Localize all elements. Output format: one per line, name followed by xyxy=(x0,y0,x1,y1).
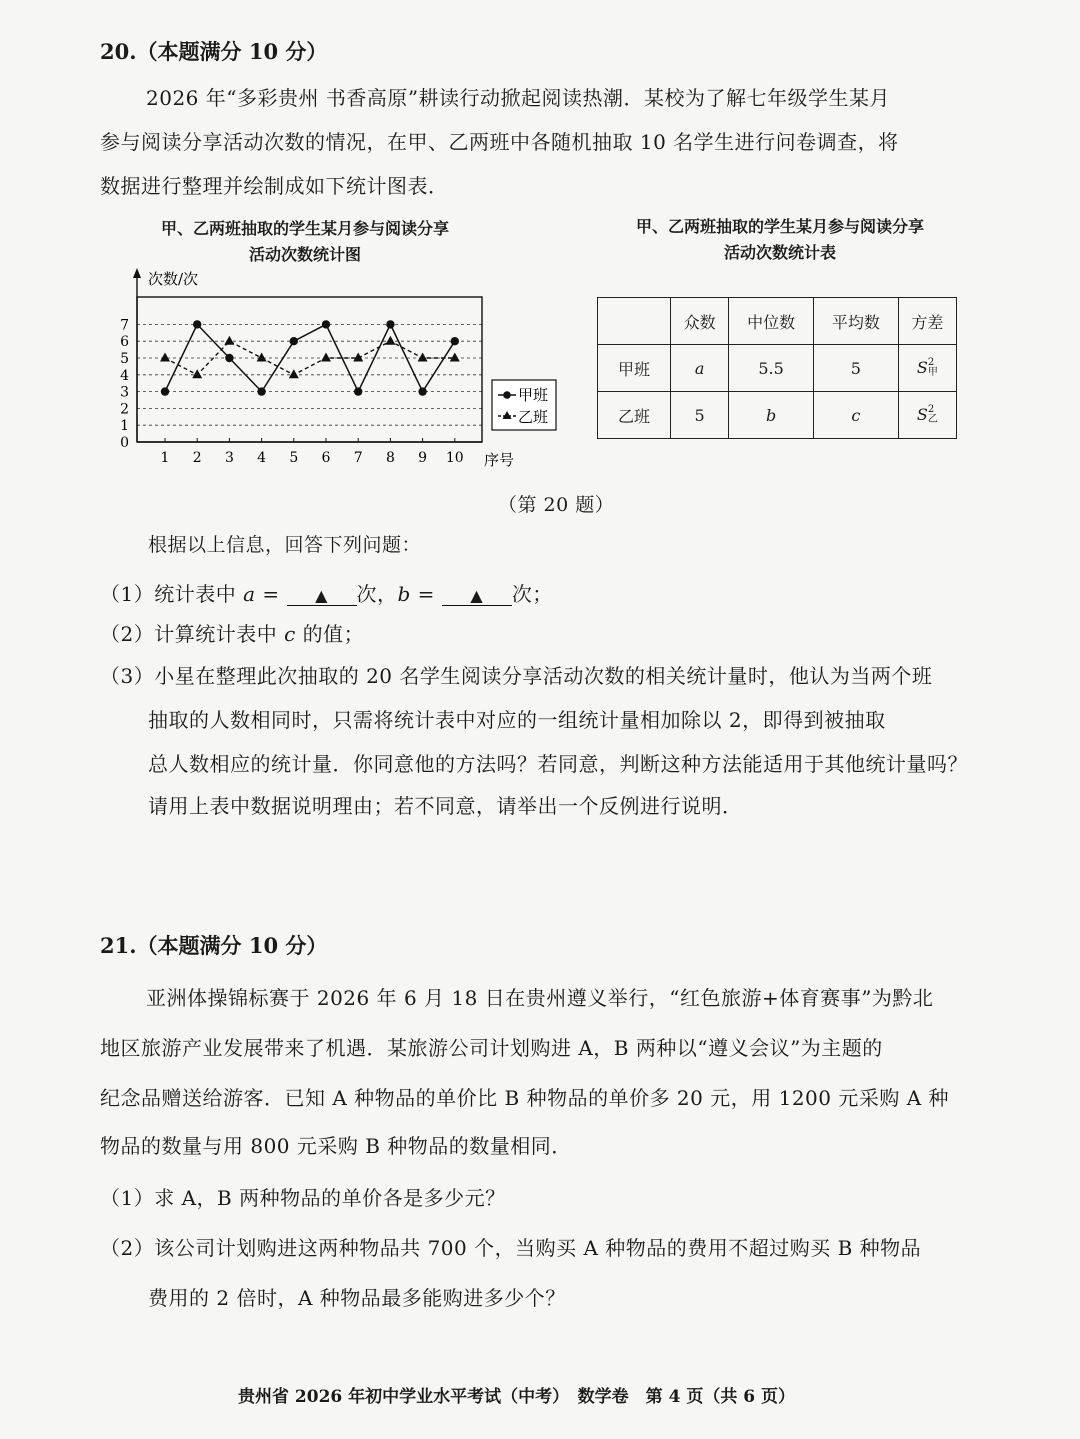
cell-yi-mean: c xyxy=(813,392,898,439)
y-axis-arrow xyxy=(133,268,141,278)
q20-part-2: （2）计算统计表中 c 的值； xyxy=(100,622,365,646)
x-axis-label: 序号 xyxy=(484,451,515,469)
q21-part-2-line-1: （2）该公司计划购进这两种物品共 700 个，当购买 A 种物品的费用不超过购买 B 种物品 xyxy=(100,1236,922,1260)
q20-part-3-line-4: 请用上表中数据说明理由；若不同意，请举出一个反例进行说明． xyxy=(148,794,743,818)
row-label-jia: 甲班 xyxy=(598,345,671,392)
point-yi-10 xyxy=(450,353,460,362)
q20-part-1: （1）统计表中 a = ▲ 次，b = ▲ 次； xyxy=(100,582,553,606)
point-yi-1 xyxy=(160,353,170,362)
y-tick-label: 4 xyxy=(120,367,129,384)
q21-part-1: （1）求 A，B 两种物品的单价各是多少元？ xyxy=(100,1186,506,1210)
point-jia-7 xyxy=(354,387,362,395)
q20-part-3-line-1: （3）小星在整理此次抽取的 20 名学生阅读分享活动次数的相关统计量时，他认为当两个班 xyxy=(100,664,933,688)
q20-prompt: 根据以上信息，回答下列问题： xyxy=(148,534,422,556)
x-tick-label: 7 xyxy=(353,450,363,466)
point-yi-2 xyxy=(192,369,202,378)
point-yi-6 xyxy=(321,353,331,362)
cell-yi-median: b xyxy=(729,392,814,439)
q21-intro-line-4: 物品的数量与用 800 元采购 B 种物品的数量相同． xyxy=(100,1134,572,1158)
legend-circle-icon xyxy=(503,391,511,399)
point-jia-8 xyxy=(386,320,394,328)
table-row-yi xyxy=(598,392,957,439)
point-jia-9 xyxy=(418,387,426,395)
y-tick-label: 6 xyxy=(120,334,129,351)
point-yi-9 xyxy=(418,353,428,362)
cell-yi-mode: 5 xyxy=(671,392,729,439)
point-jia-5 xyxy=(290,337,298,345)
y-tick-label: 0 xyxy=(120,435,129,451)
row-label-yi: 乙班 xyxy=(598,392,671,439)
q21-title: 21.（本题满分 10 分） xyxy=(100,933,328,958)
chart-title-line-1: 甲、乙两班抽取的学生某月参与阅读分享 xyxy=(160,219,449,238)
point-yi-3 xyxy=(224,336,234,345)
table-row-jia xyxy=(598,345,957,392)
legend-label-jia: 甲班 xyxy=(518,386,549,404)
point-jia-10 xyxy=(451,337,459,345)
point-yi-4 xyxy=(257,353,267,362)
q20-part-3-line-2: 抽取的人数相同时，只需将统计表中对应的一组统计量相加除以 2，即得到被抽取 xyxy=(148,708,886,732)
q20-intro-line-1: 2026 年“多彩贵州 书香高原”耕读行动掀起阅读热潮．某校为了解七年级学生某月 xyxy=(146,86,891,110)
x-tick-label: 6 xyxy=(321,450,331,466)
table-header-median: 中位数 xyxy=(729,298,814,345)
x-tick-label: 10 xyxy=(445,450,464,466)
y-tick-labels xyxy=(120,317,129,451)
cell-jia-mode: a xyxy=(671,345,729,392)
table-header-empty xyxy=(598,298,671,345)
point-jia-6 xyxy=(322,320,330,328)
table-header-mean: 平均数 xyxy=(813,298,898,345)
q21-intro-line-3: 纪念品赠送给游客．已知 A 种物品的单价比 B 种物品的单价多 20 元，用 1200 元采购 A 种 xyxy=(100,1086,950,1110)
chart-grid xyxy=(137,324,482,425)
table-title-line-1: 甲、乙两班抽取的学生某月参与阅读分享 xyxy=(635,217,924,236)
q20-title: 20.（本题满分 10 分） xyxy=(100,39,328,64)
cell-yi-variance: S 2 乙 xyxy=(898,392,956,439)
answer-blank-a: ▲ xyxy=(287,587,357,606)
table-title-line-2: 活动次数统计表 xyxy=(723,243,836,262)
point-yi-8 xyxy=(385,336,395,345)
point-yi-7 xyxy=(353,353,363,362)
x-tick-label: 9 xyxy=(418,450,428,466)
x-tick-label: 5 xyxy=(289,450,299,466)
table-caption xyxy=(600,214,960,266)
answer-blank-b: ▲ xyxy=(442,587,512,606)
figure-caption: （第 20 题） xyxy=(498,494,615,516)
series-yi-ban xyxy=(160,336,460,379)
q20-part-3-line-3: 总人数相应的统计量．你同意他的方法吗？若同意，判断这种方法能适用于其他统计量吗？ xyxy=(148,752,968,776)
cell-jia-variance: S 2 甲 xyxy=(898,345,956,392)
point-yi-5 xyxy=(289,369,299,378)
chart-legend xyxy=(492,380,556,430)
table-header-row xyxy=(598,298,957,345)
y-tick-label: 7 xyxy=(120,317,129,334)
x-tick-label: 4 xyxy=(257,450,267,466)
legend-label-yi: 乙班 xyxy=(518,408,549,426)
point-jia-3 xyxy=(225,354,233,362)
point-jia-4 xyxy=(257,387,265,395)
stats-table xyxy=(597,297,957,439)
point-jia-2 xyxy=(193,320,201,328)
series-line-jia xyxy=(165,324,455,391)
activity-line-chart xyxy=(100,262,570,474)
q20-intro-line-2: 参与阅读分享活动次数的情况，在甲、乙两班中各随机抽取 10 名学生进行问卷调查，将 xyxy=(100,130,899,154)
q21-intro-line-2: 地区旅游产业发展带来了机遇．某旅游公司计划购进 A，B 两种以“遵义会议”为主题的 xyxy=(100,1036,883,1060)
y-tick-label: 1 xyxy=(120,418,129,435)
table-header-variance: 方差 xyxy=(898,298,956,345)
x-tick-label: 8 xyxy=(385,450,395,466)
q21-intro-line-1: 亚洲体操锦标赛于 2026 年 6 月 18 日在贵州遵义举行，“红色旅游+体育赛事”为黔北 xyxy=(146,986,934,1010)
cell-jia-mean: 5 xyxy=(813,345,898,392)
point-jia-1 xyxy=(161,387,169,395)
q21-part-2-line-2: 费用的 2 倍时，A 种物品最多能购进多少个？ xyxy=(148,1286,566,1310)
y-tick-label: 2 xyxy=(120,401,129,418)
x-tick-label: 3 xyxy=(224,450,234,466)
y-tick-label: 5 xyxy=(120,351,129,367)
chart-title-line-2: 活动次数统计图 xyxy=(248,245,361,264)
q20-intro-line-3: 数据进行整理并绘制成如下统计图表． xyxy=(100,174,449,198)
x-tick-label: 1 xyxy=(160,450,170,466)
plot-frame xyxy=(137,297,482,442)
y-tick-label: 3 xyxy=(120,384,129,401)
table-header-mode: 众数 xyxy=(671,298,729,345)
x-tick-label: 2 xyxy=(192,450,202,466)
page-footer: 贵州省 2026 年初中学业水平考试（中考） 数学卷 第 4 页（共 6 页） xyxy=(238,1387,795,1407)
y-axis-label: 次数/次 xyxy=(148,270,199,288)
chart-caption xyxy=(110,216,500,268)
cell-jia-median: 5.5 xyxy=(729,345,814,392)
